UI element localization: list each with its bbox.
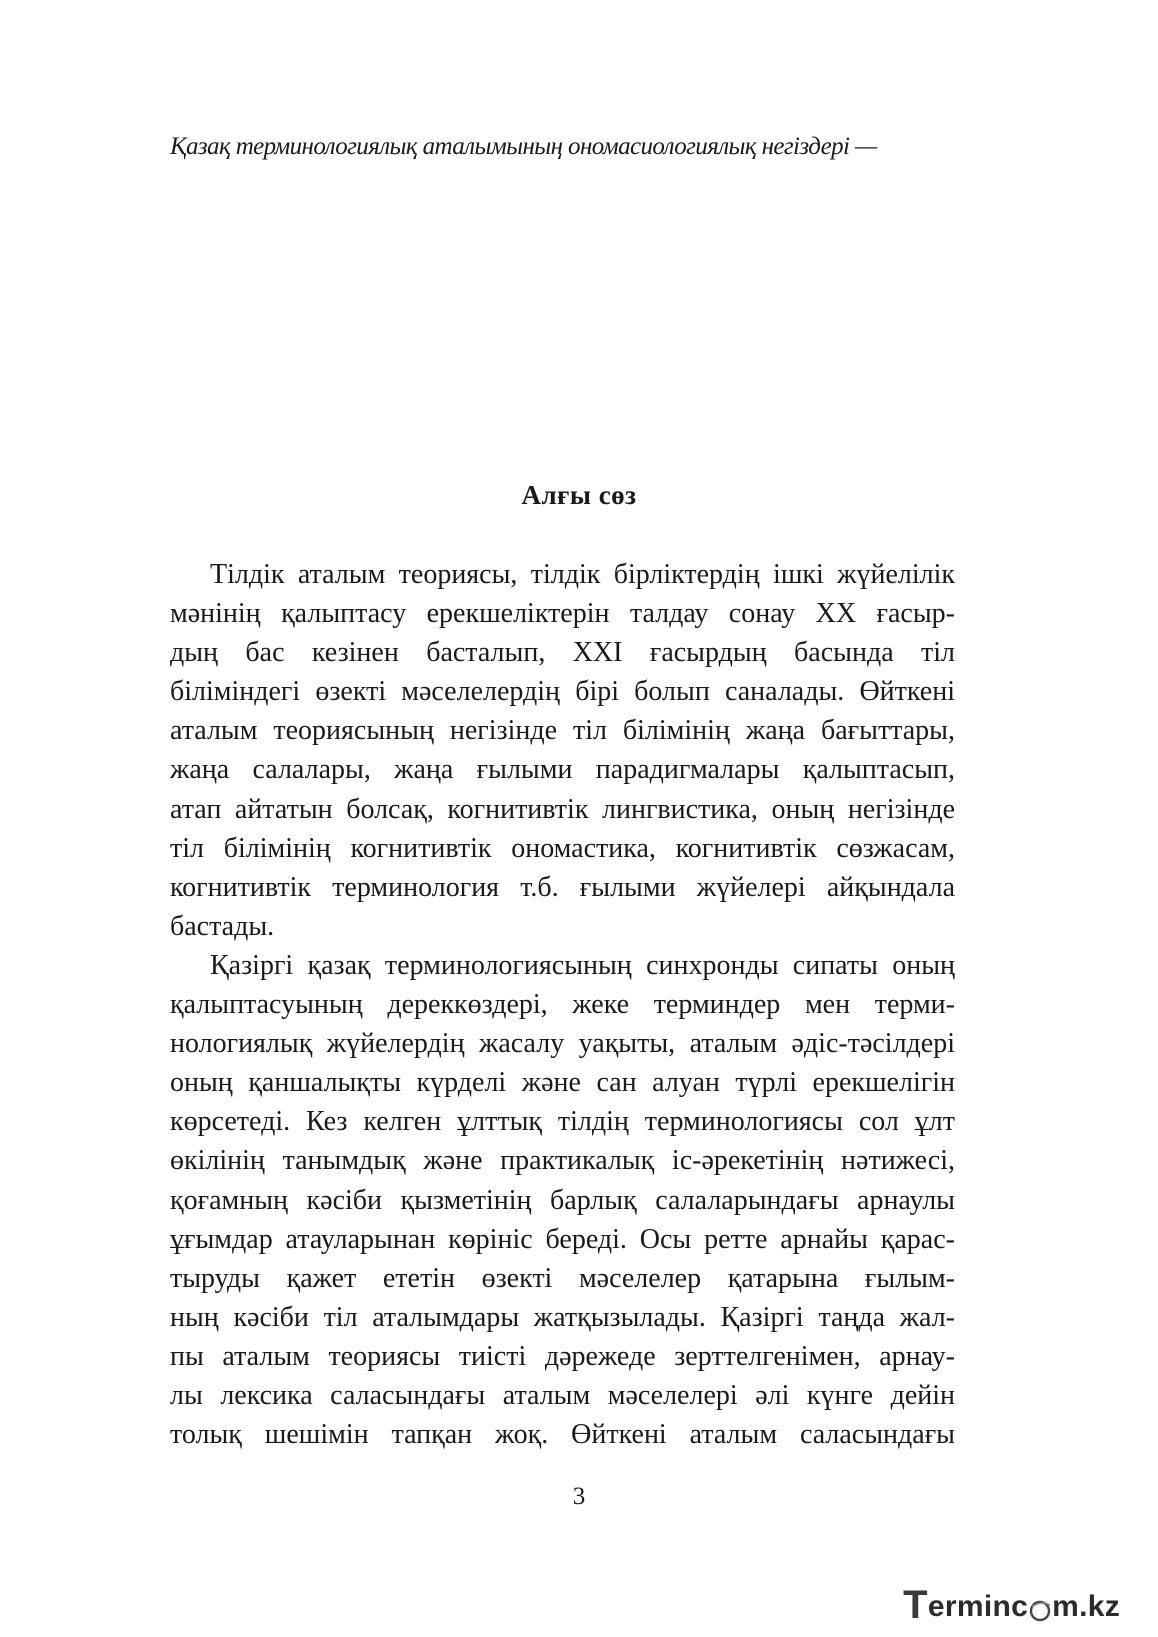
body-line: ұғымдар атауларынан көрініс береді. Осы ретте арнайы қарас- — [170, 1223, 955, 1255]
body-line: мәнінің қалыптасу ерекшеліктерін талдау сонау XX ғасыр- — [170, 598, 955, 630]
body-text — [170, 555, 955, 1454]
watermark-initial: T — [903, 1583, 928, 1627]
page-number: 3 — [572, 1483, 586, 1510]
body-line: дың бас кезінен басталып, XXI ғасырдың басында тіл — [170, 637, 955, 669]
watermark-text-end: m.kz — [1052, 1590, 1120, 1623]
body-line: Қазіргі қазақ терминологиясының синхронды сипаты оның — [210, 949, 955, 981]
body-line: көрсетеді. Кез келген ұлттық тілдің терминологиясы сол ұлт — [170, 1106, 955, 1138]
body-line: Тілдік аталым теориясы, тілдік бірліктердің ішкі жүйелілік — [210, 559, 955, 590]
body-line: толық шешімін тапқан жоқ. Өйткені аталым саласындағы — [170, 1419, 955, 1451]
body-line: бастады. — [170, 910, 275, 942]
body-line: біліміндегі өзекті мәселелердің бірі болып саналады. Өйткені — [170, 676, 955, 708]
body-line: оның қаншалықты күрделі және сан алуан түрлі ерекшелігін — [170, 1067, 955, 1099]
body-line: атап айтатын болсақ, когнитивтік лингвистика, оның негізінде — [170, 793, 955, 825]
body-line: пы аталым теориясы тиісті дәрежеде зерттелгенімен, арнау- — [170, 1340, 955, 1372]
site-watermark — [903, 1583, 1120, 1627]
body-line: қалыптасуының дереккөздері, жеке терминдер мен терми- — [170, 989, 955, 1021]
body-line: жаңа салалары, жаңа ғылыми парадигмалары қалыптасып, — [170, 754, 955, 786]
running-header: Қазақ терминологиялық аталымының ономасиологиялық негіздері — — [170, 133, 877, 160]
globe-icon — [1028, 1596, 1052, 1622]
body-line: тіл білімінің когнитивтік ономастика, когнитивтік сөзжасам, — [170, 832, 955, 864]
body-line: лы лексика саласындағы аталым мәселелері әлі күнге дейін — [170, 1379, 955, 1411]
body-line: қоғамның кәсіби қызметінің барлық салаларындағы арнаулы — [170, 1184, 955, 1216]
body-line: тыруды қажет ететін өзекті мәселелер қатарына ғылым- — [170, 1262, 955, 1294]
watermark-text-start: erminc — [927, 1590, 1029, 1623]
body-line: ның кәсіби тіл аталымдары жатқызылады. Қазіргі таңда жал- — [170, 1301, 955, 1333]
body-line: когнитивтік терминология т.б. ғылыми жүйелері айқындала — [170, 871, 955, 903]
body-line: өкілінің танымдық және практикалық іс-әрекетінің нәтижесі, — [170, 1145, 955, 1177]
section-title: Алғы сөз — [521, 480, 637, 510]
body-line: аталым теориясының негізінде тіл білімінің жаңа бағыттары, — [170, 715, 955, 747]
body-line: нологиялық жүйелердің жасалу уақыты, аталым әдіс-тәсілдері — [170, 1028, 955, 1060]
